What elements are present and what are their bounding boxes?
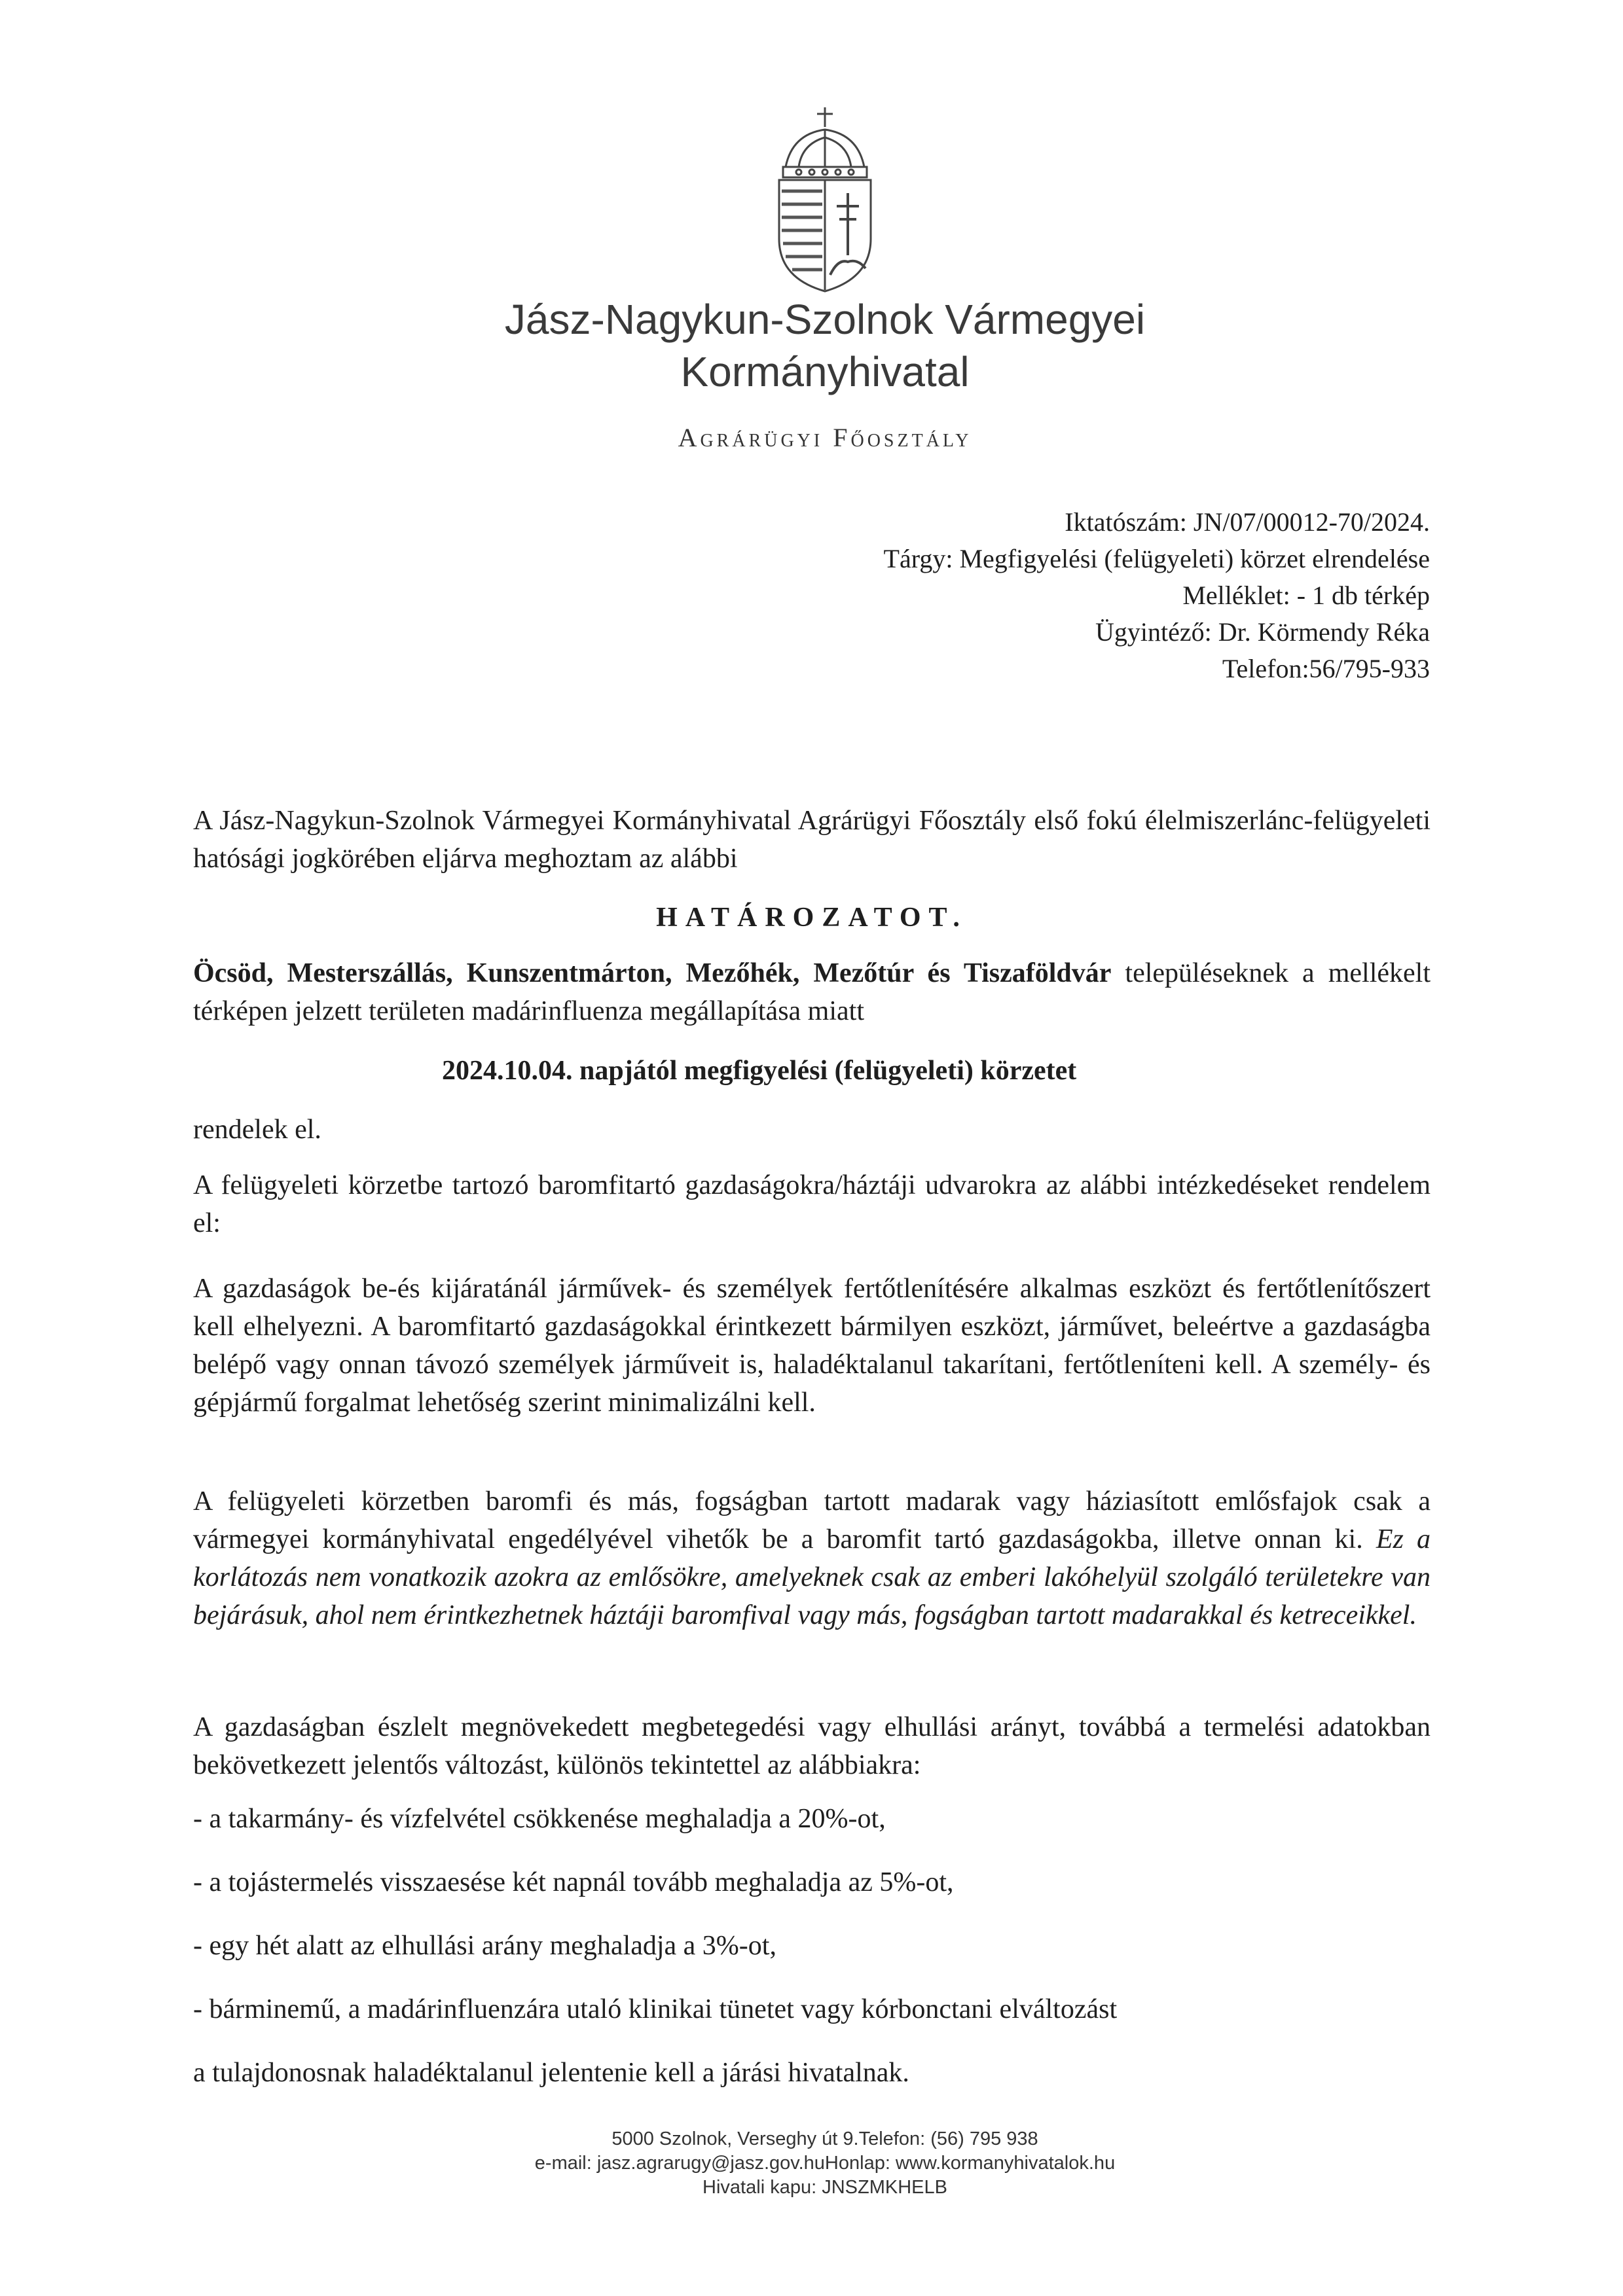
measures-paragraph: A felügyeleti körzetbe tartozó baromfitartó gazdaságokra/háztáji udvarokra az alábbi intézkedéseket rendelem el: xyxy=(193,1170,1431,1238)
settlements-list: Öcsöd, Mesterszállás, Kunszentmárton, Mezőhék, Mezőtúr és Tiszaföldvár xyxy=(193,958,1112,988)
phone-line: Telefon:56/795-933 xyxy=(1222,654,1430,683)
transport-exception: Ez a korlátozás nem vonatkozik azokra az emlősökre, amelyeknek csak az emberi lakóhelyül szolgáló területekre van bejárásuk, ahol nem érintkezhetnek háztáji baromfival vagy más, fogságban tartott madarakkal és ketreceikkel. xyxy=(193,1524,1431,1630)
footer-contact: e-mail: jasz.agrarugy@jasz.gov.huHonlap: www.kormanyhivatalok.hu xyxy=(534,2153,1116,2174)
decree-line: rendelek el. xyxy=(193,1115,321,1145)
office-name-line1: Jász-Nagykun-Szolnok Vármegyei xyxy=(504,296,1146,343)
coat-of-arms-icon xyxy=(773,105,877,295)
list-item: - a takarmány- és vízfelvétel csökkenése meghaladja a 20%-ot, xyxy=(193,1804,886,1834)
administrator-line: Ügyintéző: Dr. Körmendy Réka xyxy=(1095,617,1430,647)
footer xyxy=(367,2127,1283,2200)
footer-gateway: Hivatali kapu: JNSZMKHELB xyxy=(702,2177,947,2198)
office-name xyxy=(367,293,1283,398)
reference-block xyxy=(884,504,1430,687)
reporting-criteria-list xyxy=(193,1800,1431,2117)
footer-address: 5000 Szolnok, Verseghy út 9.Telefon: (56) 795 938 xyxy=(611,2128,1038,2149)
list-item: a tulajdonosnak haladéktalanul jelentenie kell a járási hivatalnak. xyxy=(193,2058,909,2088)
subject-line: Tárgy: Megfigyelési (felügyeleti) körzet elrendelése xyxy=(883,544,1430,573)
list-item: - egy hét alatt az elhullási arány meghaladja a 3%-ot, xyxy=(193,1931,776,1961)
attachment-line: Melléklet: - 1 db térkép xyxy=(1182,581,1430,610)
intro-paragraph: A Jász-Nagykun-Szolnok Vármegyei Kormányhivatal Agrárügyi Főosztály első fokú élelmiszerlánc-felügyeleti hatósági jogkörében eljárva meghoztam az alábbi xyxy=(193,806,1431,874)
disinfection-paragraph: A gazdaságok be-és kijáratánál járművek- és személyek fertőtlenítésére alkalmas eszközt és fertőtlenítőszert kell elhelyezni. A baromfitartó gazdaságokkal érintkezett bármilyen eszközt, járművet, beleértve a gazdaságba belépő vagy onnan távozó személyek járműveit is, haladéktalanul takarítani, fertőtleníteni kell. A személy- és gépjármű forgalmat lehetőség szerint minimalizálni kell. xyxy=(193,1274,1431,1418)
transport-paragraph xyxy=(193,1482,1431,1634)
department-name: Agrárügyi Főosztály xyxy=(678,423,972,452)
transport-text: A felügyeleti körzetben baromfi és más, fogságban tartott madarak vagy háziasított emlősfajok csak a vármegyei kormányhivatal engedélyével vihetők be a baromfit tartó gazdaságokba, illetve onnan ki. xyxy=(193,1486,1431,1554)
decision-heading: HATÁROZATOT. xyxy=(656,903,968,933)
reporting-paragraph: A gazdaságban észlelt megnövekedett megbetegedési vagy elhullási arányt, továbbá a termelési adatokban bekövetkezett jelentős változást, különös tekintettel az alábbiakra: xyxy=(193,1712,1431,1780)
settlements-paragraph xyxy=(193,954,1431,1030)
office-name-line2: Kormányhivatal xyxy=(680,348,970,395)
list-item: - a tojástermelés visszaesése két napnál tovább meghaladja az 5%-ot, xyxy=(193,1867,954,1897)
file-number: Iktatószám: JN/07/00012-70/2024. xyxy=(1065,507,1430,537)
settlements-rest: településeknek a mellékelt térképen jelzett területen madárinfluenza megállapítása miatt xyxy=(193,958,1431,1026)
effective-date-line: 2024.10.04. napjától megfigyelési (felügyeleti) körzetet xyxy=(442,1056,1077,1086)
list-item: - bárminemű, a madárinfluenzára utaló klinikai tünetet vagy kórbonctani elváltozást xyxy=(193,1994,1118,2024)
